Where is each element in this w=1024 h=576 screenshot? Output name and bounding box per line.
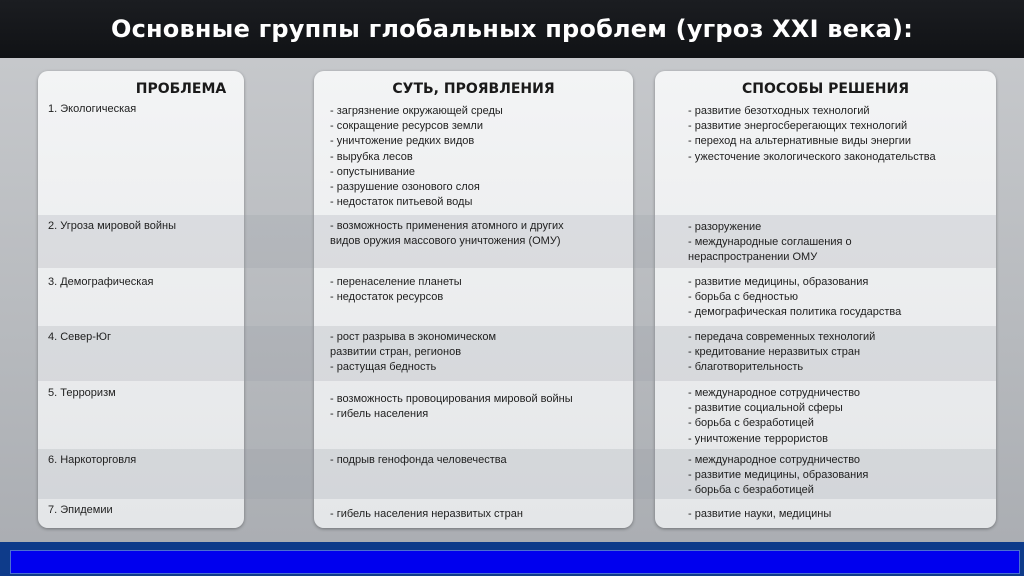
cell-line: нераспространении ОМУ xyxy=(688,251,818,264)
table-row-demographic xyxy=(38,270,996,325)
solutions-cell xyxy=(688,507,988,522)
solutions-column-header: СПОСОБЫ РЕШЕНИЯ xyxy=(741,81,909,97)
table-row-north-south xyxy=(38,326,996,381)
problem-cell: 2. Угроза мировой войны xyxy=(48,220,177,232)
cell-line: - недостаток ресурсов xyxy=(330,291,444,304)
cell-line: - возможность применения атомного и других xyxy=(330,220,564,232)
problem-cell: 4. Север-Юг xyxy=(48,331,112,343)
essence-cell xyxy=(330,507,630,522)
cell-line: - сокращение ресурсов земли xyxy=(330,120,483,133)
cell-line: - развитие науки, медицины xyxy=(688,508,832,520)
title-bar xyxy=(0,0,1024,58)
cell-line: - развитие медицины, образования xyxy=(688,276,869,288)
cell-line: - демографическая политика государства xyxy=(688,306,902,319)
cell-line: - перенаселение планеты xyxy=(330,276,462,288)
cell-line: - растущая бедность xyxy=(330,361,437,374)
cell-line: - кредитование неразвитых стран xyxy=(688,346,861,359)
cell-line: - передача современных технологий xyxy=(688,331,876,343)
solutions-cell xyxy=(688,386,988,447)
table-row-epidemics xyxy=(38,500,996,528)
cell-line: - недостаток питьевой воды xyxy=(330,196,473,209)
cell-line: - развитие энергосберегающих технологий xyxy=(688,120,908,133)
cell-line: - гибель населения неразвитых стран xyxy=(330,508,523,520)
solutions-cell xyxy=(688,104,988,165)
table-row-ecological xyxy=(38,102,996,214)
essence-cell xyxy=(330,104,630,210)
essence-cell xyxy=(330,330,630,376)
cell-line: - опустынивание xyxy=(330,165,416,178)
cell-line: - борьба с бедностью xyxy=(688,291,798,304)
solutions-cell xyxy=(688,220,988,266)
cell-line: - благотворительность xyxy=(688,361,804,374)
cell-line: - международное сотрудничество xyxy=(688,387,861,399)
essence-cell xyxy=(330,275,630,305)
cell-line: - развитие медицины, образования xyxy=(688,469,869,482)
table-row-drug-trafficking xyxy=(38,449,996,499)
essence-cell xyxy=(330,453,630,468)
cell-line: - переход на альтернативные виды энергии xyxy=(688,135,912,148)
bottom-blue-bar xyxy=(10,550,1020,574)
cell-line: - разоружение xyxy=(688,221,762,233)
cell-line: видов оружия массового уничтожения (ОМУ) xyxy=(330,235,561,248)
cell-line: - ужесточение экологического законодательства xyxy=(688,150,936,163)
cell-line: - разрушение озонового слоя xyxy=(330,181,480,194)
cell-line: - уничтожение террористов xyxy=(688,432,828,445)
problem-cell: 5. Терроризм xyxy=(48,387,116,399)
problem-column-header: ПРОБЛЕМА xyxy=(135,81,227,97)
solutions-cell xyxy=(688,275,988,321)
cell-line: - борьба с безработицей xyxy=(688,484,814,497)
problem-cell: 7. Эпидемии xyxy=(48,504,113,516)
cell-line: - возможность провоцирования мировой войны xyxy=(330,393,573,405)
cell-line: - вырубка лесов xyxy=(330,150,413,163)
cell-line: - подрыв генофонда человечества xyxy=(330,454,507,466)
table-row-terrorism xyxy=(38,382,996,448)
cell-line: - борьба с безработицей xyxy=(688,417,814,430)
solutions-cell xyxy=(688,453,988,499)
essence-cell xyxy=(330,219,630,249)
problem-cell: 1. Экологическая xyxy=(48,103,137,115)
essence-cell xyxy=(330,392,630,422)
cell-line: - уничтожение редких видов xyxy=(330,135,475,148)
cell-line: - загрязнение окружающей среды xyxy=(330,105,503,117)
page-title: Основные группы глобальных проблем (угроз XXI века): xyxy=(111,15,913,43)
cell-line: - развитие безотходных технологий xyxy=(688,105,870,117)
solutions-cell xyxy=(688,330,988,376)
cell-line: - международные соглашения о xyxy=(688,236,852,249)
cell-line: - развитие социальной сферы xyxy=(688,402,843,415)
problem-cell: 3. Демографическая xyxy=(48,276,154,288)
cell-line: - международное сотрудничество xyxy=(688,454,861,466)
problem-cell: 6. Наркоторговля xyxy=(48,454,137,466)
cell-line: развитии стран, регионов xyxy=(330,346,462,359)
table-row-world-war xyxy=(38,215,996,268)
cell-line: - гибель населения xyxy=(330,408,429,421)
essence-column-header: СУТЬ, ПРОЯВЛЕНИЯ xyxy=(392,81,555,97)
cell-line: - рост разрыва в экономическом xyxy=(330,331,497,343)
